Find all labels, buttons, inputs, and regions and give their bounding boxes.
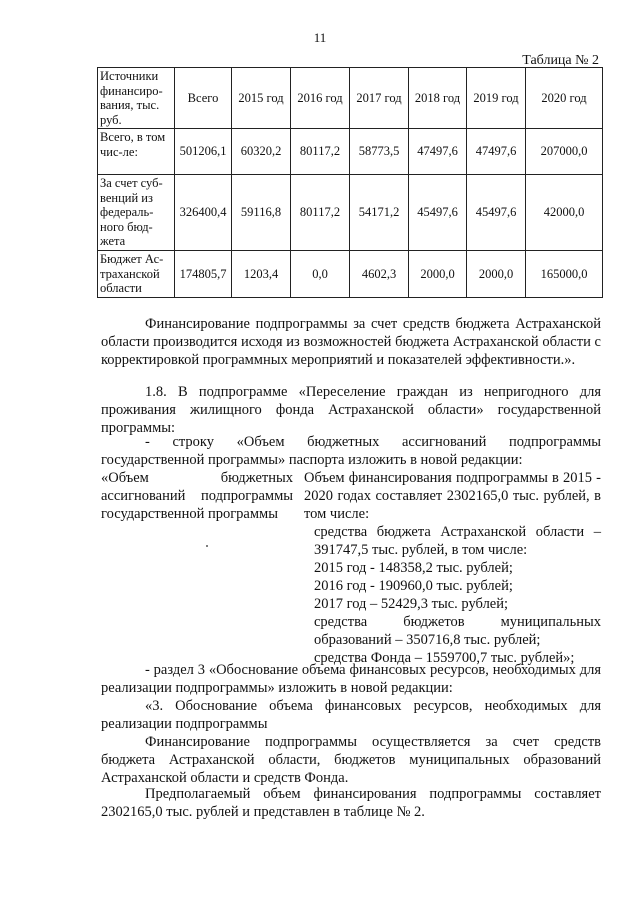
cell-2015: 59116,8 [232,175,291,251]
cell-2019: 2000,0 [467,251,526,298]
cell-2016: 80117,2 [291,129,350,175]
funding-2016-line: 2016 год - 190960,0 тыс. рублей; [314,578,513,594]
cell-total: 501206,1 [175,129,232,175]
cell-2020: 207000,0 [526,129,603,175]
header-total: Всего [175,68,232,129]
cell-2018: 47497,6 [409,129,467,175]
cell-2015: 1203,4 [232,251,291,298]
cell-total: 174805,7 [175,251,232,298]
cell-2015: 60320,2 [232,129,291,175]
row-label: За счет суб-венций из федераль-ного бюд-жета [98,175,175,251]
funding-2017-line: 2017 год – 52429,3 тыс. рублей; [314,596,509,612]
cell-2018: 45497,6 [409,175,467,251]
header-2019: 2019 год [467,68,526,129]
page-number: 11 [313,30,327,45]
header-source: Источники финансиро-вания, тыс. руб. [98,68,175,129]
paragraph-financing-sources: Финансирование подпрограммы осуществляется за счет средств бюджета Астраханской области, бюджетов муниципальных образований Астраханской области и средств Фонда. [101,734,601,786]
header-2018: 2018 год [409,68,467,129]
table-row [98,175,603,251]
cell-2016: 80117,2 [291,175,350,251]
paragraph-section3-change: - раздел 3 «Обоснование объема финансовых ресурсов, необходимых для реализации подпрограммы» изложить в новой редакции: [101,662,601,696]
table-header-row [98,68,603,129]
cell-2017: 54171,2 [350,175,409,251]
paragraph-financing-volume: Предполагаемый объем финансирования подпрограммы составляет 2302165,0 тыс. рублей и представлен в таблице № 2. [101,786,601,820]
funding-municipal-line: средства бюджетов муниципальных образований – 350716,8 тыс. рублей; [314,614,601,648]
passport-row-value [304,469,601,667]
cell-2018: 2000,0 [409,251,467,298]
header-2017: 2017 год [350,68,409,129]
financing-table [97,67,603,298]
row-label: Всего, в том чис-ле: [98,129,175,175]
header-2015: 2015 год [232,68,291,129]
funding-2015-line: 2015 год - 148358,2 тыс. рублей; [314,560,513,576]
paragraph-financing-note: Финансирование подпрограммы за счет средств бюджета Астраханской области производится исходя из возможностей бюджета Астраханской области с корректировкой программных мероприятий и показателей эффективности.». [101,316,601,368]
section-3-heading: «3. Обоснование объема финансовых ресурсов, необходимых для реализации подпрограммы [101,698,601,732]
table-row [98,129,603,175]
cell-total: 326400,4 [175,175,232,251]
funding-total-line: Объем финансирования подпрограммы в 2015 - 2020 годах составляет 2302165,0 тыс. рублей, в том числе: [304,470,601,522]
header-2016: 2016 год [291,68,350,129]
header-2020: 2020 год [526,68,603,129]
paragraph-subprogram-change: 1.8. В подпрограмме «Переселение граждан из непригодного для проживания жилищного фонда Астраханской области» государственной программы: [101,384,601,436]
table-label: Таблица № 2 [522,53,599,68]
paragraph-row-change: - строку «Объем бюджетных ассигнований подпрограммы государственной программы» паспорта изложить в новой редакции: [101,434,601,468]
scan-speck [206,545,208,547]
cell-2019: 47497,6 [467,129,526,175]
cell-2020: 42000,0 [526,175,603,251]
row-label: Бюджет Ас-траханской области [98,251,175,298]
table-row [98,251,603,298]
funding-fund-line: средства Фонда – 1559700,7 тыс. рублей»; [314,650,575,666]
cell-2017: 58773,5 [350,129,409,175]
cell-2019: 45497,6 [467,175,526,251]
cell-2017: 4602,3 [350,251,409,298]
passport-row-label: «Объем бюджетных ассигнований подпрограммы государственной программы [101,470,293,522]
cell-2020: 165000,0 [526,251,603,298]
cell-2016: 0,0 [291,251,350,298]
funding-regional-line: средства бюджета Астраханской области – 391747,5 тыс. рублей, в том числе: [314,524,601,558]
